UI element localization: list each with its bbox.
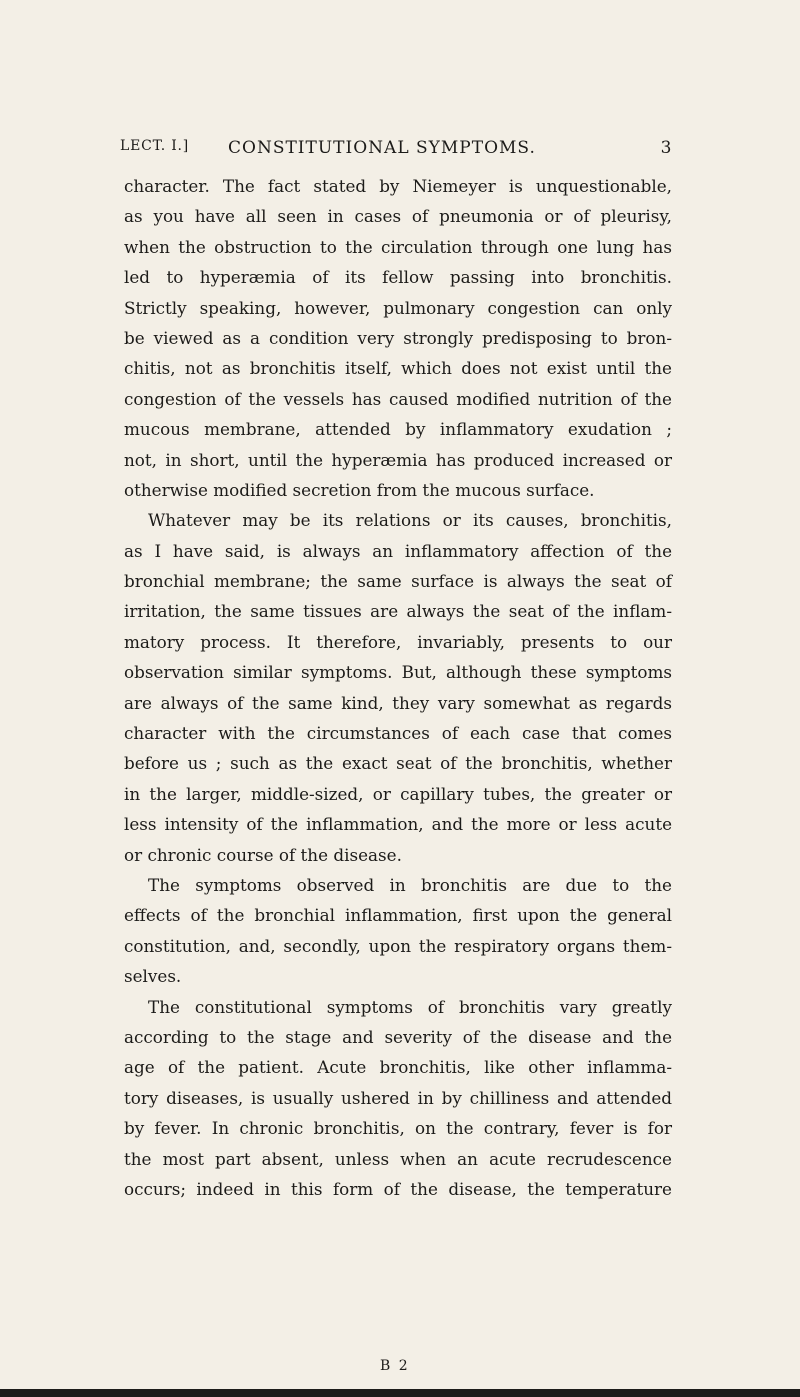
text-line: according to the stage and severity of the disease and the bbox=[124, 1026, 672, 1047]
text-line: constitution, and, secondly, upon the respiratory organs them- bbox=[124, 935, 672, 956]
text-line: Strictly speaking, however, pulmonary congestion can only bbox=[124, 297, 672, 318]
text-line: bronchial membrane; the same surface is always the seat of bbox=[124, 571, 672, 592]
page-bottom-edge bbox=[0, 1389, 800, 1397]
text-line: The symptoms observed in bronchitis are due to the bbox=[148, 874, 672, 895]
text-line: occurs; indeed in this form of the disease, the temperature bbox=[124, 1178, 672, 1199]
text-line: as I have said, is always an inflammatory affection of the bbox=[124, 540, 672, 561]
text-line: be viewed as a condition very strongly predisposing to bron- bbox=[124, 327, 672, 348]
lecture-reference: LECT. I.] bbox=[120, 138, 190, 154]
text-line: before us ; such as the exact seat of the bronchitis, whether bbox=[124, 753, 672, 774]
text-line: not, in short, until the hyperæmia has produced increased or bbox=[124, 449, 672, 470]
text-line: the most part absent, unless when an acute recrudescence bbox=[124, 1148, 672, 1169]
text-line: irritation, the same tissues are always the seat of the inflam- bbox=[124, 601, 672, 622]
text-line: when the obstruction to the circulation through one lung has bbox=[124, 236, 672, 257]
text-line: by fever. In chronic bronchitis, on the contrary, fever is for bbox=[124, 1118, 672, 1139]
text-line: age of the patient. Acute bronchitis, like other inflamma- bbox=[124, 1057, 672, 1078]
text-line: led to hyperæmia of its fellow passing into bronchitis. bbox=[124, 267, 672, 288]
text-line: in the larger, middle-sized, or capillary tubes, the greater or bbox=[124, 783, 672, 804]
text-line: mucous membrane, attended by inflammatory exudation ; bbox=[124, 419, 672, 440]
page-number: 3 bbox=[660, 138, 672, 158]
text-line: Whatever may be its relations or its causes, bronchitis, bbox=[148, 510, 672, 531]
text-line: otherwise modified secretion from the mucous surface. bbox=[124, 479, 595, 500]
body-text bbox=[124, 171, 672, 1204]
text-line: observation similar symptoms. But, although these symptoms bbox=[124, 662, 672, 683]
text-line: congestion of the vessels has caused modified nutrition of the bbox=[124, 388, 672, 409]
text-line: effects of the bronchial inflammation, first upon the general bbox=[124, 905, 672, 926]
page-title: CONSTITUTIONAL SYMPTOMS. bbox=[228, 138, 536, 158]
text-line: are always of the same kind, they vary somewhat as regards bbox=[124, 692, 672, 713]
text-line: character with the circumstances of each case that comes bbox=[124, 723, 672, 744]
text-line: less intensity of the inflammation, and the more or less acute bbox=[124, 814, 672, 835]
text-line: selves. bbox=[124, 966, 182, 987]
signature-mark: B 2 bbox=[380, 1358, 410, 1374]
text-line: as you have all seen in cases of pneumonia or of pleurisy, bbox=[124, 206, 672, 227]
text-line: The constitutional symptoms of bronchitis vary greatly bbox=[148, 996, 672, 1017]
text-line: chitis, not as bronchitis itself, which does not exist until the bbox=[124, 358, 672, 379]
text-line: matory process. It therefore, invariably, presents to our bbox=[124, 631, 672, 652]
text-line: or chronic course of the disease. bbox=[124, 844, 402, 865]
running-header bbox=[120, 138, 672, 162]
text-line: character. The fact stated by Niemeyer is unquestionable, bbox=[124, 176, 672, 196]
text-line: tory diseases, is usually ushered in by chilliness and attended bbox=[124, 1087, 672, 1108]
